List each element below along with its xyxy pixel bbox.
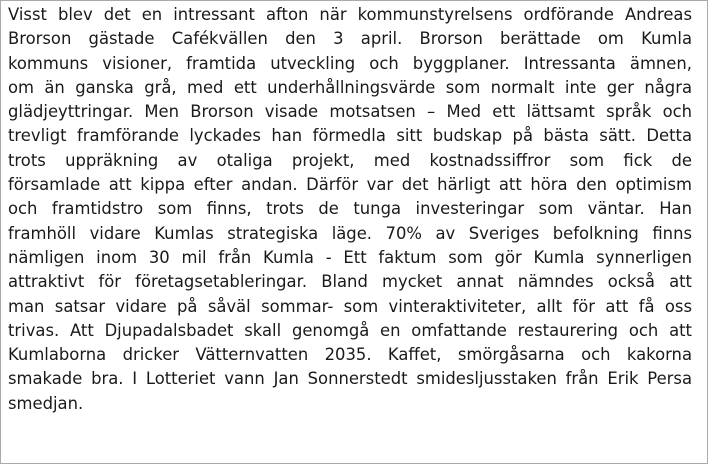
text-line: Kumlaborna dricker Vätternvatten 2035. Kaffet, smörgåsarna och kakorna [8, 345, 692, 365]
text-line: attraktivt för företagsetableringar. Bland mycket annat nämndes också att [8, 272, 692, 292]
text-line: församlade att kippa efter andan. Därför var det härligt att höra den optimism [8, 175, 692, 195]
text-line: kommuns visioner, framtida utveckling och byggplaner. Intressanta ämnen, [8, 53, 692, 73]
text-line: glädjeyttringar. Men Brorson visade motsatsen – Med ett lättsamt språk och [8, 102, 692, 122]
text-line: Visst blev det en intressant afton när kommunstyrelsens ordförande Andreas [8, 5, 692, 24]
text-line: man satsar vidare på såväl sommar- som vinteraktiviteter, allt för att få oss [8, 296, 692, 316]
text-line: trots uppräkning av otaliga projekt, med kostnadssiffror som fick de [8, 150, 692, 170]
text-line: smedjan. [8, 393, 84, 413]
text-line: om än ganska grå, med ett underhållningsvärde som normalt inte ger några [8, 77, 692, 97]
text-line: nämligen inom 30 mil från Kumla - Ett faktum som gör Kumla synnerligen [8, 247, 692, 267]
text-line: och framtidstro som finns, trots de tunga investeringar som väntar. Han [8, 199, 692, 219]
text-line: trivas. Att Djupadalsbadet skall genomgå en omfattande restaurering och att [8, 320, 692, 340]
text-line: Brorson gästade Cafékvällen den 3 april. Brorson berättade om Kumla [8, 29, 692, 49]
article-text [8, 3, 692, 416]
text-line: trevligt framförande lyckades han förmedla sitt budskap på bästa sätt. Detta [8, 126, 692, 146]
text-line: smakade bra. I Lotteriet vann Jan Sonnerstedt smideslјusstaken från Erik Persa [8, 369, 692, 389]
text-line: framhöll vidare Kumlas strategiska läge. 70% av Sveriges befolkning finns [8, 223, 692, 243]
